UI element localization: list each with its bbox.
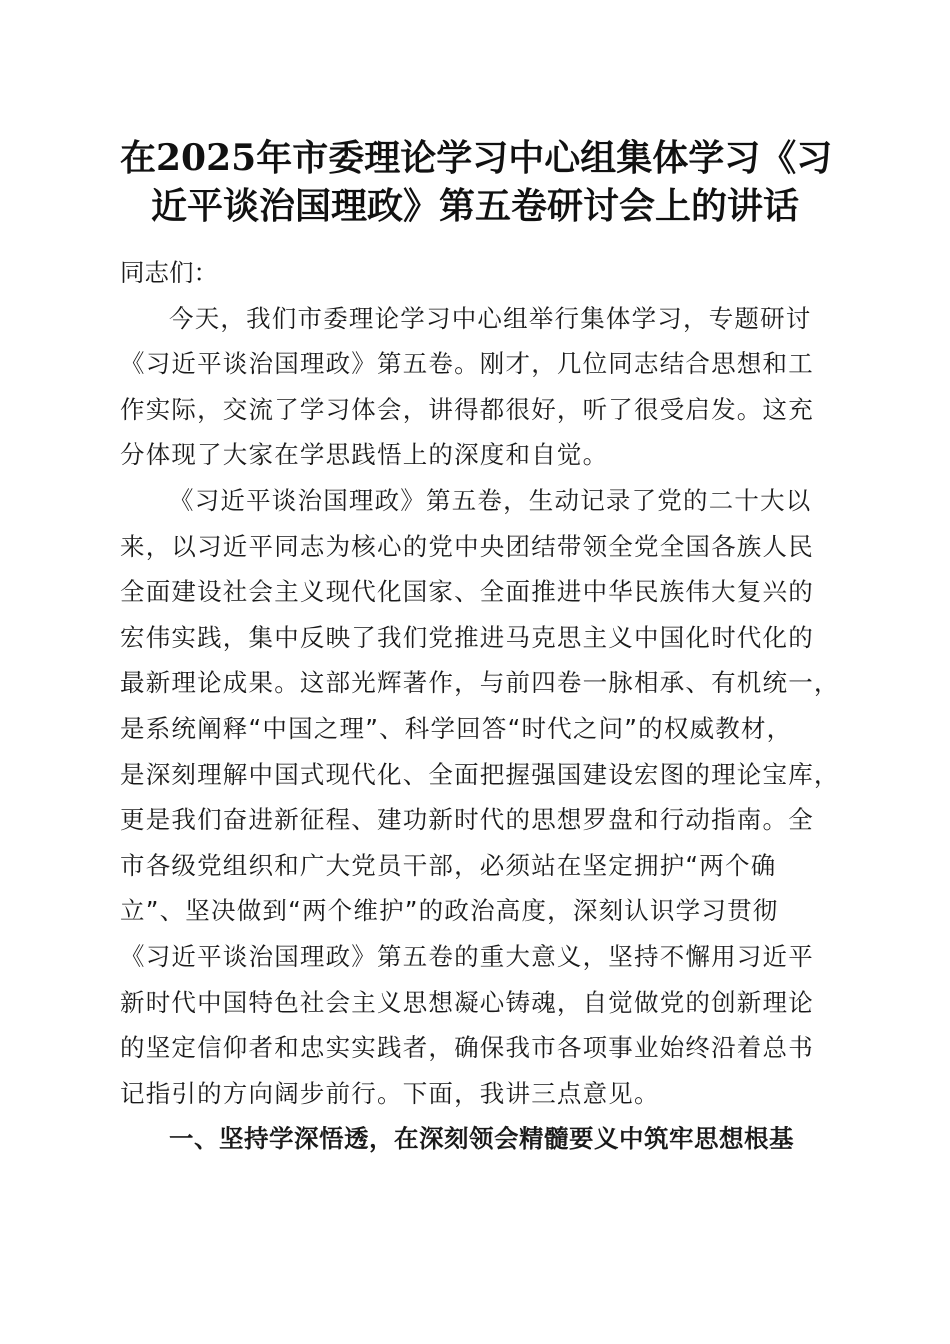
text-line: 分体现了大家在学思践悟上的深度和自觉。 xyxy=(120,440,609,470)
text-line: 立”、坚决做到“两个维护”的政治高度，深刻认识学习贯彻 xyxy=(120,896,779,926)
text-line: 《习近平谈治国理政》第五卷，生动记录了党的二十大以 xyxy=(169,485,812,515)
document-body xyxy=(120,250,840,1162)
text-line: 全面建设社会主义现代化国家、全面推进中华民族伟大复兴的 xyxy=(120,577,814,607)
text-line: 作实际，交流了学习体会，讲得都很好，听了很受启发。这充 xyxy=(120,394,814,424)
text-line: 是系统阐释“中国之理”、科学回答“时代之问”的权威教材， xyxy=(120,713,793,743)
text-line: 市各级党组织和广大党员干部，必须站在坚定拥护“两个确 xyxy=(120,850,777,880)
text-line: 更是我们奋进新征程、建功新时代的思想罗盘和行动指南。全 xyxy=(120,805,814,835)
paragraph-1 xyxy=(120,296,830,478)
title-line: 近平谈治国理政》第五卷研讨会上的讲话 xyxy=(150,185,799,227)
text-line: 《习近平谈治国理政》第五卷的重大意义，坚持不懈用习近平 xyxy=(120,941,814,971)
section-heading: 一、坚持学深悟透，在深刻领会精髓要义中筑牢思想根基 xyxy=(169,1124,794,1154)
text-line: 是深刻理解中国式现代化、全面把握强国建设宏图的理论宝库， xyxy=(120,759,840,789)
salutation: 同志们： xyxy=(120,258,218,287)
text-line: 最新理论成果。这部光辉著作，与前四卷一脉相承、有机统一， xyxy=(120,668,840,698)
title-line: 在2025年市委理论学习中心组集体学习《习 xyxy=(120,137,833,179)
text-line: 宏伟实践，集中反映了我们党推进马克思主义中国化时代化的 xyxy=(120,622,814,652)
document-title xyxy=(120,134,833,230)
text-line: 今天，我们市委理论学习中心组举行集体学习，专题研讨 xyxy=(169,303,812,333)
text-line: 新时代中国特色社会主义思想凝心铸魂，自觉做党的创新理论 xyxy=(120,987,814,1017)
text-line: 《习近平谈治国理政》第五卷。刚才，几位同志结合思想和工 xyxy=(120,349,814,379)
paragraph-2 xyxy=(120,478,840,1116)
text-line: 记指引的方向阔步前行。下面，我讲三点意见。 xyxy=(120,1078,660,1108)
text-line: 来，以习近平同志为核心的党中央团结带领全党全国各族人民 xyxy=(120,531,814,561)
text-line: 的坚定信仰者和忠实实践者，确保我市各项事业始终沿着总书 xyxy=(120,1033,814,1063)
